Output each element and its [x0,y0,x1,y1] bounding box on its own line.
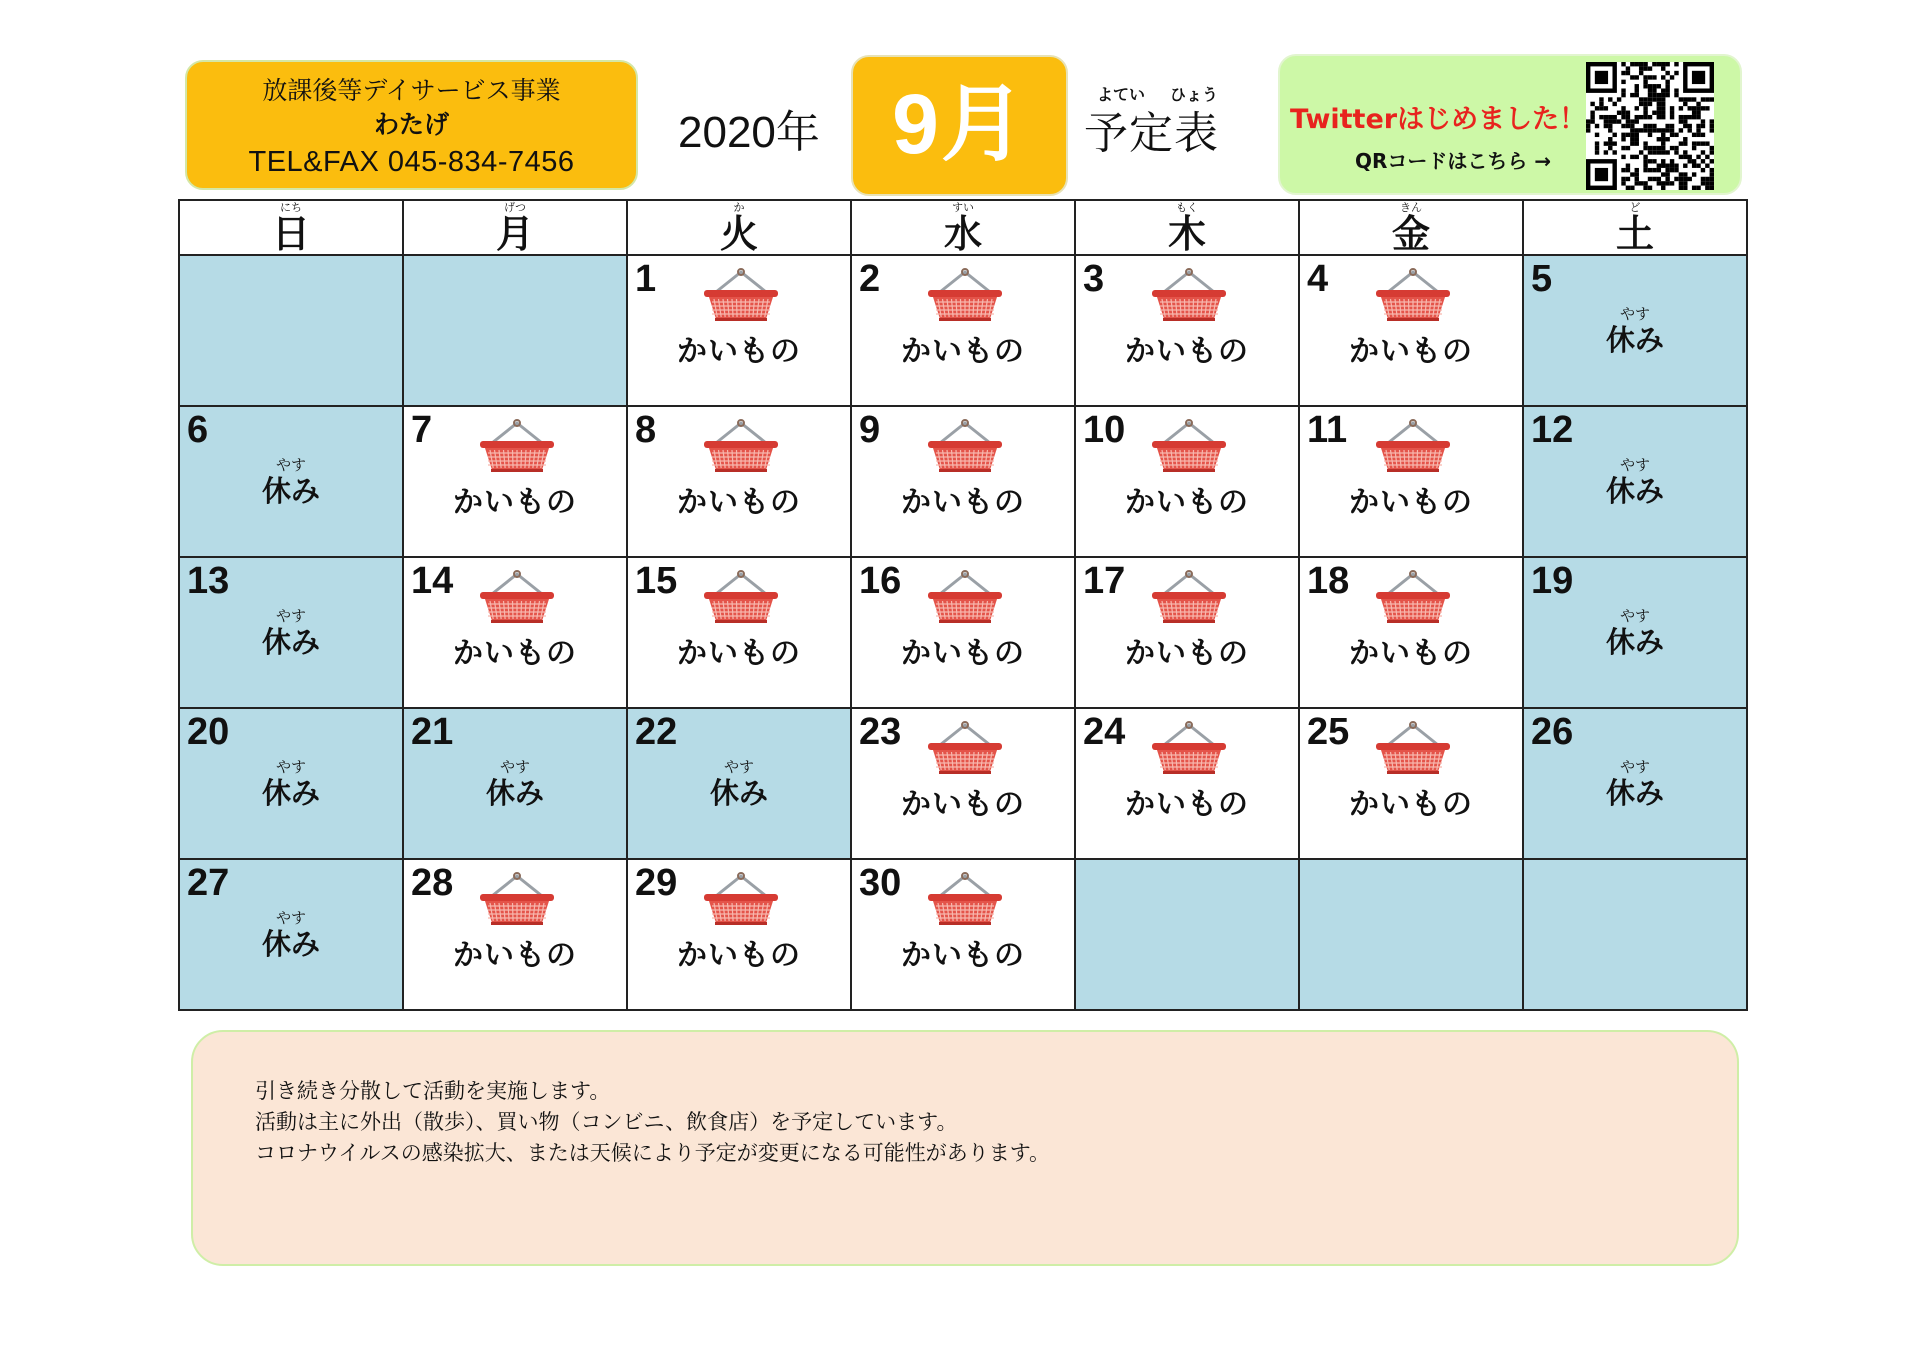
weekday-ruby: ど [1629,201,1641,214]
weekday-label: 日 [271,212,310,255]
activity-label: かいもの [677,334,801,369]
month-badge [851,55,1068,196]
twitter-title: Twitterはじめました！ [1290,104,1587,135]
day-number: 28 [411,862,454,904]
holiday-ruby: やす [1619,305,1650,323]
day-cell [627,859,851,1010]
day-cell [1299,708,1523,859]
day-number: 19 [1531,560,1574,602]
weekday-ruby: すい [952,201,974,214]
holiday-label [1524,759,1746,810]
weekday-wed [851,200,1075,255]
shopping-basket-icon [924,719,1006,775]
day-number: 17 [1083,560,1126,602]
notice-line: コロナウイルスの感染拡大、または天候により予定が変更になる可能性があります。 [255,1141,1051,1165]
holiday-label [404,759,626,810]
weekday-ruby: にち [280,201,302,214]
month-label: 9月 [892,77,1027,171]
day-cell [1523,406,1747,557]
holiday-ruby: やす [1619,607,1650,625]
day-cell [403,859,627,1010]
day-number: 24 [1083,711,1126,753]
day-cell [851,859,1075,1010]
shopping-basket-icon [700,568,782,624]
activity-label: かいもの [1349,787,1473,822]
empty-day-cell [1075,859,1299,1010]
shopping-basket-icon [1372,417,1454,473]
day-cell [403,557,627,708]
day-number: 5 [1531,258,1553,300]
notice-line: 活動は主に外出（散歩）、買い物（コンビニ、飲食店）を予定しています。 [255,1110,958,1134]
activity-label: かいもの [1349,485,1473,520]
activity-label: かいもの [1349,636,1473,671]
shopping-basket-icon [924,870,1006,926]
organization-name: 放課後等デイサービス事業 [262,76,561,105]
day-cell [403,708,627,859]
weekday-label: 金 [1391,212,1430,255]
activity-label: かいもの [901,334,1025,369]
shopping-basket-icon [700,417,782,473]
day-cell [1299,255,1523,406]
day-number: 4 [1307,258,1329,300]
day-cell [627,557,851,708]
shopping-basket-icon [476,417,558,473]
schedule-ruby-yotei: よてい [1097,85,1146,104]
holiday-label [1524,306,1746,357]
day-cell [179,708,403,859]
schedule-title: 予定表 [1084,108,1219,159]
twitter-qr-hint: QRコードはこちら → [1355,149,1552,173]
day-cell [179,557,403,708]
holiday-text: 休み [1605,776,1664,810]
shopping-basket-icon [1372,719,1454,775]
weekday-label: 火 [719,212,758,255]
qr-code-icon[interactable] [1586,62,1714,190]
day-cell [1299,557,1523,708]
weekday-ruby: か [733,201,745,214]
day-number: 26 [1531,711,1574,753]
day-cell [627,708,851,859]
year-label: 2020年 [678,108,820,157]
holiday-text: 休み [261,625,320,659]
shopping-basket-icon [1148,568,1230,624]
activity-label: かいもの [1125,636,1249,671]
activity-label: かいもの [453,938,577,973]
day-cell [179,406,403,557]
day-cell [1075,255,1299,406]
empty-day-cell [403,255,627,406]
holiday-text: 休み [1605,323,1664,357]
holiday-text: 休み [1605,625,1664,659]
day-number: 21 [411,711,454,753]
holiday-ruby: やす [275,758,306,776]
day-number: 27 [187,862,230,904]
day-cell [851,708,1075,859]
day-cell [1299,406,1523,557]
organization-phone: TEL&FAX 045-834-7456 [248,146,575,178]
day-number: 14 [411,560,454,602]
holiday-text: 休み [1605,474,1664,508]
weekday-label: 月 [495,212,534,255]
day-number: 25 [1307,711,1350,753]
shopping-basket-icon [1372,568,1454,624]
activity-label: かいもの [677,938,801,973]
shopping-basket-icon [1148,719,1230,775]
day-cell [1075,708,1299,859]
shopping-basket-icon [1148,266,1230,322]
shopping-basket-icon [924,568,1006,624]
holiday-text: 休み [485,776,544,810]
shopping-basket-icon [476,568,558,624]
weekday-sun [179,200,403,255]
activity-label: かいもの [677,636,801,671]
calendar-week-row [179,255,1747,406]
activity-label: かいもの [901,636,1025,671]
weekday-tue [627,200,851,255]
day-number: 29 [635,862,678,904]
shopping-basket-icon [476,870,558,926]
day-number: 15 [635,560,678,602]
day-number: 20 [187,711,230,753]
activity-label: かいもの [1125,485,1249,520]
weekday-ruby: げつ [504,201,526,214]
day-number: 2 [859,258,881,300]
day-cell [1075,406,1299,557]
activity-label: かいもの [677,485,801,520]
day-number: 7 [411,409,433,451]
shopping-basket-icon [700,870,782,926]
holiday-ruby: やす [275,607,306,625]
day-cell [627,406,851,557]
weekday-label: 木 [1167,212,1206,255]
activity-label: かいもの [453,485,577,520]
day-number: 10 [1083,409,1126,451]
holiday-text: 休み [261,474,320,508]
empty-day-cell [1299,859,1523,1010]
day-number: 23 [859,711,902,753]
activity-label: かいもの [1125,334,1249,369]
day-number: 11 [1307,409,1348,451]
weekday-sat [1523,200,1747,255]
holiday-text: 休み [261,776,320,810]
weekday-header-row [179,200,1747,255]
day-number: 30 [859,862,902,904]
weekday-mon [403,200,627,255]
weekday-ruby: きん [1400,201,1422,214]
holiday-label [180,457,402,508]
notice-box [191,1030,1739,1266]
holiday-label [1524,608,1746,659]
activity-label: かいもの [901,938,1025,973]
holiday-ruby: やす [275,456,306,474]
day-cell [179,859,403,1010]
weekday-fri [1299,200,1523,255]
day-number: 1 [635,258,657,300]
activity-label: かいもの [1125,787,1249,822]
holiday-ruby: やす [275,909,306,927]
activity-label: かいもの [1349,334,1473,369]
day-number: 16 [859,560,902,602]
holiday-text: 休み [709,776,768,810]
calendar-body [179,255,1747,1010]
organization-title: わたげ [373,110,449,139]
weekday-thu [1075,200,1299,255]
calendar-week-row [179,708,1747,859]
holiday-label [628,759,850,810]
holiday-ruby: やす [1619,758,1650,776]
day-number: 13 [187,560,230,602]
notice-line: 引き続き分散して活動を実施します。 [255,1079,611,1103]
holiday-ruby: やす [1619,456,1650,474]
day-number: 8 [635,409,657,451]
shopping-basket-icon [700,266,782,322]
day-cell [1523,708,1747,859]
calendar-week-row [179,406,1747,557]
day-cell [1523,255,1747,406]
shopping-basket-icon [924,266,1006,322]
weekday-label: 水 [943,212,982,255]
day-cell [627,255,851,406]
calendar-week-row [179,859,1747,1010]
day-cell [851,406,1075,557]
empty-day-cell [1523,859,1747,1010]
holiday-label [180,759,402,810]
day-number: 6 [187,409,209,451]
holiday-label [1524,457,1746,508]
day-cell [851,557,1075,708]
activity-label: かいもの [453,636,577,671]
twitter-box [1278,54,1742,195]
shopping-basket-icon [1148,417,1230,473]
calendar-table [178,199,1748,1011]
day-number: 22 [635,711,678,753]
shopping-basket-icon [924,417,1006,473]
calendar-week-row [179,557,1747,708]
day-number: 12 [1531,409,1574,451]
day-number: 9 [859,409,881,451]
holiday-ruby: やす [499,758,530,776]
weekday-ruby: もく [1176,201,1198,214]
day-cell [851,255,1075,406]
holiday-text: 休み [261,927,320,961]
shopping-basket-icon [1372,266,1454,322]
empty-day-cell [179,255,403,406]
holiday-label [180,910,402,961]
schedule-ruby-hyou: ひょう [1170,85,1219,104]
organization-box [185,60,638,190]
holiday-ruby: やす [723,758,754,776]
day-cell [1523,557,1747,708]
day-number: 3 [1083,258,1105,300]
day-cell [403,406,627,557]
weekday-label: 土 [1615,212,1654,255]
activity-label: かいもの [901,787,1025,822]
activity-label: かいもの [901,485,1025,520]
day-cell [1075,557,1299,708]
day-number: 18 [1307,560,1350,602]
holiday-label [180,608,402,659]
